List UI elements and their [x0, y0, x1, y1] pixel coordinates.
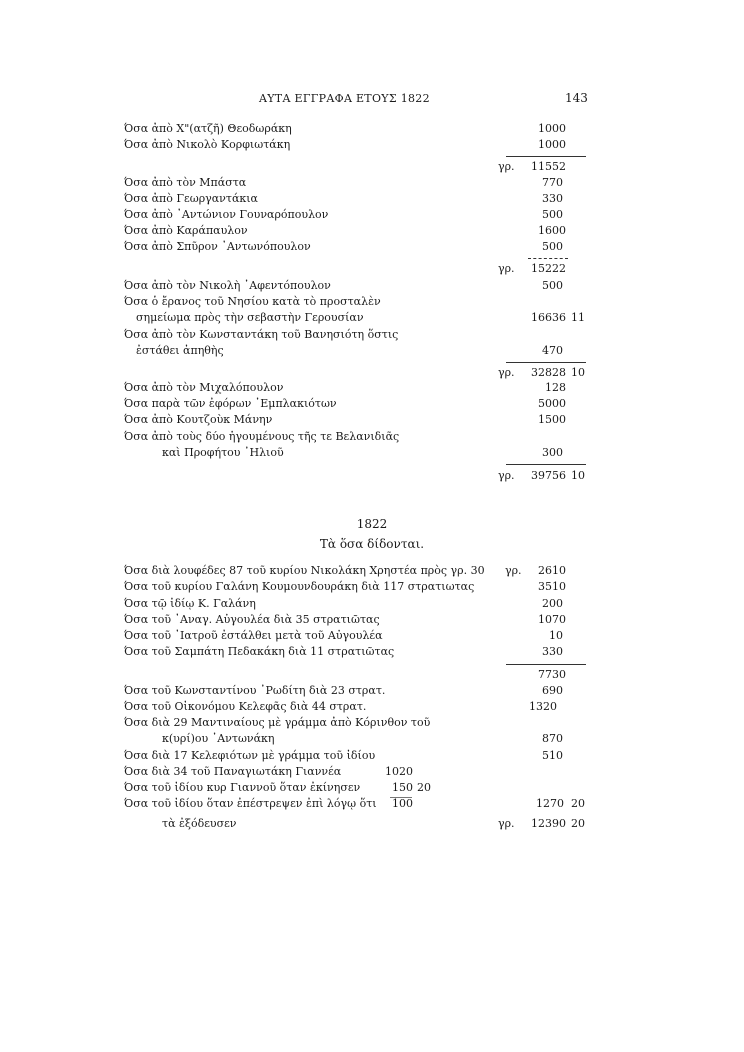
list-item	[0, 797, 744, 813]
item-text: Όσα τοῦ Σαμπάτη Πεδακάκη διὰ 11 στρατιῶτας	[124, 645, 395, 658]
item-text: ἐστάθει ἀπηθὴς	[136, 344, 224, 357]
item-amount: 500	[542, 208, 563, 221]
item-amount: 770	[542, 176, 563, 189]
list-item	[0, 700, 744, 716]
running-title: ΑΥΤΑ ΕΓΓΡΑΦΑ ΕΤΟΥΣ 1822	[259, 92, 430, 105]
item-amount: 690	[542, 684, 563, 697]
item-text: Όσα τοῦ Οἰκονόμου Κελεφᾶς διὰ 44 στρατ.	[124, 700, 367, 713]
sum-rule	[506, 156, 586, 157]
item-sub-amount: 20	[571, 817, 585, 830]
list-item	[0, 208, 744, 224]
item-amount: 1600	[538, 224, 566, 237]
sum-rule	[528, 258, 568, 259]
list-item	[0, 381, 744, 397]
list-item	[0, 122, 744, 138]
item-amount: 32828	[531, 366, 566, 379]
currency-label: γρ.	[505, 564, 522, 577]
subtotal-row	[0, 366, 744, 382]
item-text: Όσα ἀπὸ Νικολὸ Κορφιωτάκη	[124, 138, 291, 151]
list-item	[0, 311, 744, 327]
item-text: Όσα ἀπὸ ᾽Αντώνιον Γουναρόπουλον	[124, 208, 329, 221]
item-text: Όσα ἀπὸ τοὺς δύο ἡγουμένους τῆς τε Βελανιδιᾶς	[124, 430, 400, 443]
item-text: Όσα ἀπὸ Σπῦρον ᾽Αντωνόπουλον	[124, 240, 311, 253]
item-amount: 1000	[538, 138, 566, 151]
item-sub-amount: 11	[571, 311, 585, 324]
section-year: 1822	[356, 517, 388, 531]
item-part-sub: 20	[417, 781, 431, 794]
item-amount: 470	[542, 344, 563, 357]
item-text: καὶ Προφήτου ᾽Ηλιοῦ	[162, 446, 284, 459]
item-sub-amount: 10	[571, 469, 585, 482]
list-item	[0, 732, 744, 748]
subtotal-row	[0, 262, 744, 278]
subtotal-row	[0, 160, 744, 176]
sum-rule	[506, 362, 586, 363]
item-text: Όσα τοῦ κυρίου Γαλάνη Κουμουνδουράκη διὰ 117 στρατιωτας	[124, 580, 475, 593]
item-text: Όσα τοῦ ἰδίου κυρ Γιαννοῦ ὅταν ἐκίνησεν	[124, 781, 361, 794]
item-text: Όσα τοῦ ᾽Αναγ. Αὐγουλέα διὰ 35 στρατιῶτας	[124, 613, 380, 626]
item-amount: 300	[542, 446, 563, 459]
item-amount: 15222	[531, 262, 566, 275]
list-item	[0, 192, 744, 208]
currency-label: γρ.	[498, 160, 515, 173]
list-item	[0, 684, 744, 700]
item-text: Όσα διὰ λουφέδες 87 τοῦ κυρίου Νικολάκη Χρηστέα πρὸς γρ. 30	[124, 564, 485, 577]
list-item	[0, 328, 744, 344]
item-text: Όσα ἀπὸ τὸν Μπάστα	[124, 176, 247, 189]
currency-label: γρ.	[498, 262, 515, 275]
item-sub-amount: 20	[571, 797, 585, 810]
item-amount: 1270	[536, 797, 564, 810]
item-sub-amount: 10	[571, 366, 585, 379]
item-amount: 5000	[538, 397, 566, 410]
item-text: Όσα τῷ ἰδίῳ Κ. Γαλάνη	[124, 597, 256, 610]
item-text: Όσα ἀπὸ τὸν Νικολὴ ᾽Αφεντόπουλον	[124, 279, 331, 292]
item-text: Όσα ὁ ἔρανος τοῦ Νησίου κατὰ τὸ προσταλὲν	[124, 295, 381, 308]
list-item	[0, 613, 744, 629]
item-amount: 330	[542, 645, 563, 658]
item-amount: 39756	[531, 469, 566, 482]
item-text: τὰ ἐξόδευσεν	[162, 817, 237, 830]
item-text: Όσα ἀπὸ τὸν Κωνσταντάκη τοῦ Βανησιότη ὅστις	[124, 328, 399, 341]
currency-label: γρ.	[498, 366, 515, 379]
item-text: Όσα παρὰ τῶν ἐφόρων ᾽Εμπλακιότων	[124, 397, 337, 410]
list-item	[0, 413, 744, 429]
list-item	[0, 279, 744, 295]
list-item	[0, 716, 744, 732]
item-text: Όσα ἀπὸ Καράπαυλον	[124, 224, 248, 237]
list-item	[0, 344, 744, 360]
list-item	[0, 765, 744, 781]
item-amount: 10	[549, 629, 563, 642]
list-item	[0, 749, 744, 765]
item-amount: 128	[545, 381, 566, 394]
item-text: Όσα ἀπὸ Κουτζοὺκ Μάνην	[124, 413, 273, 426]
item-text: Όσα τοῦ ᾽Ιατροῦ ἐστάλθει μετὰ τοῦ Αὐγουλέα	[124, 629, 383, 642]
item-amount: 12390	[531, 817, 566, 830]
list-item	[0, 781, 744, 797]
list-item	[0, 224, 744, 240]
item-amount: 1500	[538, 413, 566, 426]
subtotal-row	[0, 668, 744, 684]
item-amount: 7730	[538, 668, 566, 681]
list-item	[0, 176, 744, 192]
item-amount: 3510	[538, 580, 566, 593]
item-amount: 1070	[538, 613, 566, 626]
section-subtitle: Τὰ ὅσα δίδονται.	[319, 537, 425, 551]
list-item	[0, 564, 744, 580]
list-item	[0, 645, 744, 661]
item-text: Όσα διὰ 34 τοῦ Παναγιωτάκη Γιαννέα	[124, 765, 342, 778]
list-item	[0, 597, 744, 613]
currency-label: γρ.	[498, 469, 515, 482]
item-text: Όσα ἀπὸ Γεωργαντάκια	[124, 192, 258, 205]
item-text: Όσα τοῦ Κωνσταντίνου ᾽Ρωδίτη διὰ 23 στρατ.	[124, 684, 386, 697]
item-amount: 200	[542, 597, 563, 610]
list-item	[0, 430, 744, 446]
list-item	[0, 295, 744, 311]
list-item	[0, 138, 744, 154]
list-item	[0, 240, 744, 256]
item-amount: 2610	[538, 564, 566, 577]
sum-rule	[506, 464, 586, 465]
item-part-amount: 150	[392, 781, 413, 794]
total-row	[0, 817, 744, 833]
total-row	[0, 469, 744, 485]
sum-rule	[506, 664, 586, 665]
currency-label: γρ.	[498, 817, 515, 830]
item-text: κ(υρί)ου ᾽Αντωνάκη	[162, 732, 275, 745]
item-amount: 500	[542, 279, 563, 292]
sum-rule	[390, 797, 412, 798]
list-item	[0, 397, 744, 413]
item-part-amount: 100	[392, 797, 413, 810]
list-item	[0, 629, 744, 645]
item-text: Όσα ἀπὸ Χ"(ατζῆ) Θεοδωράκη	[124, 122, 292, 135]
list-item	[0, 446, 744, 462]
item-text: Όσα διὰ 17 Κελεφιότων μὲ γράμμα τοῦ ἰδίου	[124, 749, 376, 762]
item-amount: 330	[542, 192, 563, 205]
item-amount: 870	[542, 732, 563, 745]
item-amount: 11552	[531, 160, 566, 173]
item-text: Όσα τοῦ ἰδίου ὅταν ἐπέστρεψεν ἐπὶ λόγῳ ὅτι	[124, 797, 377, 810]
list-item	[0, 580, 744, 596]
item-amount: 500	[542, 240, 563, 253]
item-text: Όσα ἀπὸ τὸν Μιχαλόπουλον	[124, 381, 284, 394]
item-text: σημείωμα πρὸς τὴν σεβαστὴν Γερουσίαν	[136, 311, 364, 324]
item-amount: 1000	[538, 122, 566, 135]
item-part-amount: 1020	[385, 765, 413, 778]
item-text: Όσα διὰ 29 Μαντιναίους μὲ γράμμα ἀπὸ Κόρινθον τοῦ	[124, 716, 431, 729]
item-amount: 16636	[531, 311, 566, 324]
page-number: 143	[565, 91, 588, 105]
item-amount: 510	[542, 749, 563, 762]
item-amount: 1320	[529, 700, 557, 713]
